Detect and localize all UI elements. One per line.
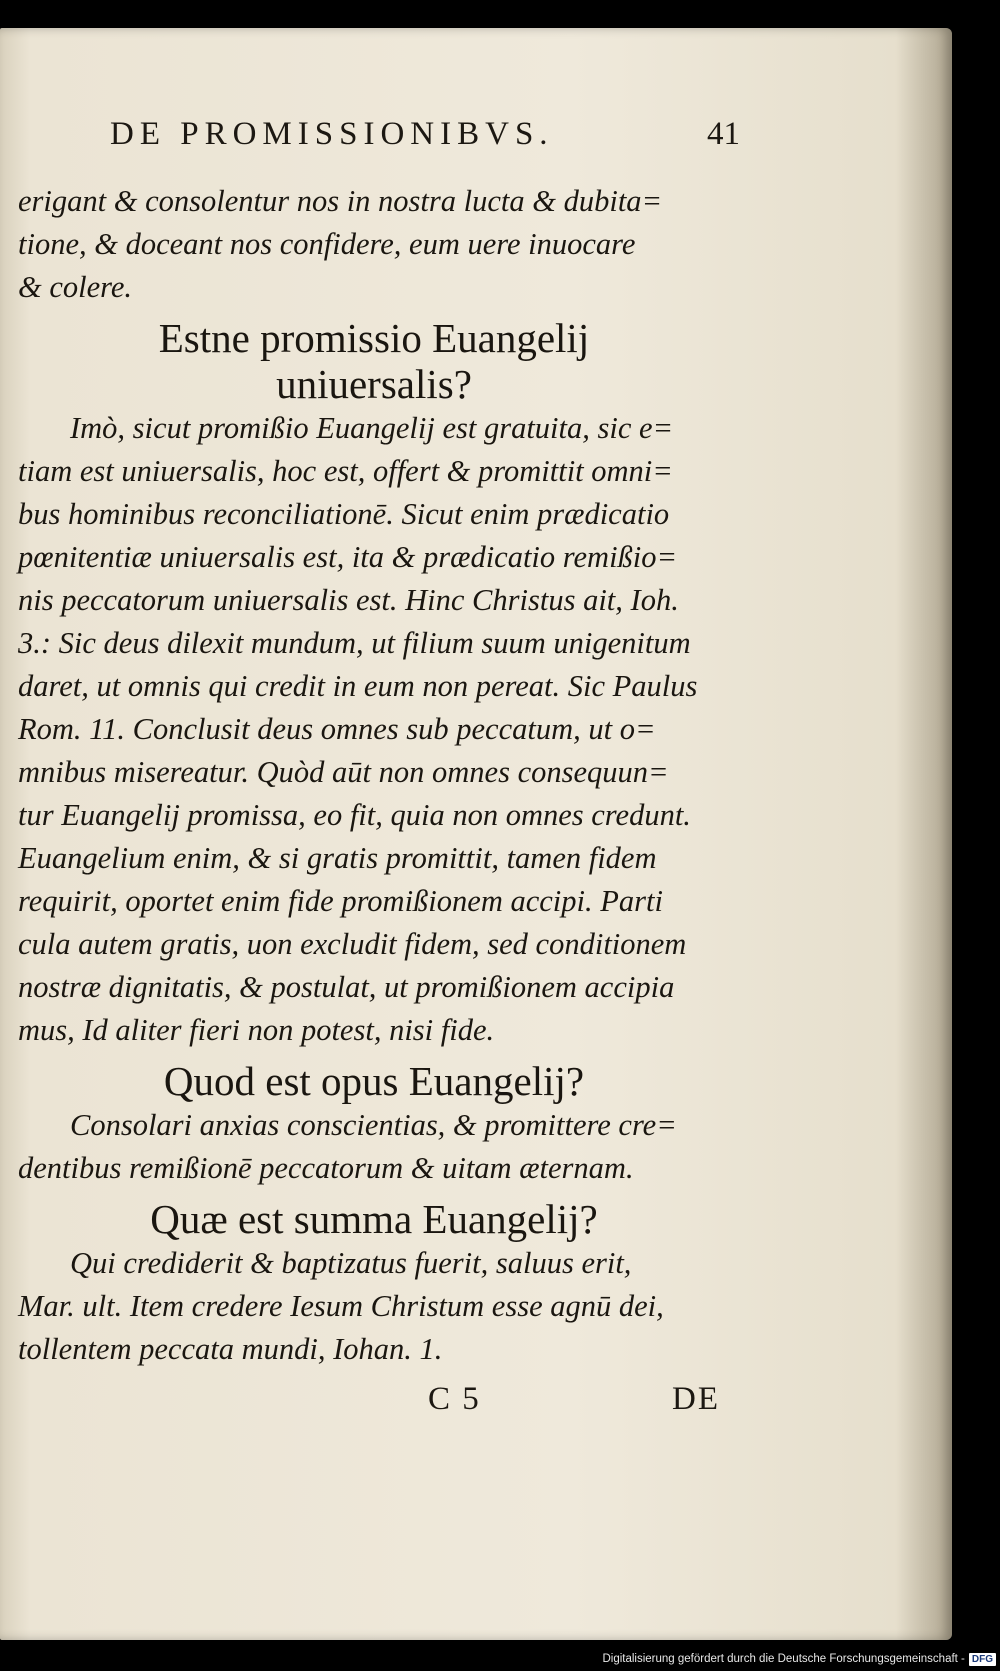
credit-text: Digitalisierung gefördert durch die Deutsche Forschungsgemeinschaft -	[602, 1653, 965, 1665]
section-heading: uniuersalis?	[276, 361, 472, 407]
running-title: DE PROMISSIONIBVS.	[110, 116, 554, 152]
page-number: 41	[707, 116, 740, 152]
text-line: 3.: Sic deus dilexit mundum, ut filium suum unigenitum	[18, 626, 691, 660]
page-header	[110, 116, 740, 164]
text-line: Consolari anxias conscientias, & promittere cre=	[70, 1108, 677, 1142]
text-line: Qui crediderit & baptizatus fuerit, saluus erit,	[70, 1246, 632, 1280]
text-line: tollentem peccata mundi, Iohan. 1.	[18, 1332, 443, 1366]
digitization-credit	[560, 1648, 996, 1670]
text-line: Euangelium enim, & si gratis promittit, tamen fidem	[18, 841, 657, 875]
text-line: nostræ dignitatis, & postulat, ut promißionem accipia	[18, 970, 675, 1004]
text-line: nis peccatorum uniuersalis est. Hinc Christus ait, Ioh.	[18, 583, 679, 617]
text-line: erigant & consolentur nos in nostra lucta & dubita=	[18, 184, 663, 218]
text-line: mnibus misereatur. Quòd aūt non omnes consequun=	[18, 755, 669, 789]
text-line: tione, & doceant nos confidere, eum uere inuocare	[18, 227, 636, 261]
page-footer	[0, 1381, 952, 1431]
text-line: tiam est uniuersalis, hoc est, offert & promittit omni=	[18, 454, 673, 488]
text-line: Mar. ult. Item credere Iesum Christum esse agnū dei,	[18, 1289, 664, 1323]
body-text	[18, 180, 730, 1371]
section-heading: Quæ est summa Euangelij?	[150, 1196, 598, 1242]
text-line: requirit, oportet enim fide promißionem accipi. Parti	[18, 884, 663, 918]
dfg-logo-icon: DFG	[969, 1653, 996, 1666]
catchword: DE	[672, 1381, 720, 1417]
book-page	[0, 28, 952, 1640]
text-line: bus hominibus reconciliationē. Sicut enim prædicatio	[18, 497, 670, 531]
text-line: pœnitentiæ uniuersalis est, ita & prædicatio remißio=	[18, 540, 678, 574]
text-line: Rom. 11. Conclusit deus omnes sub peccatum, ut o=	[18, 712, 656, 746]
section-heading: Estne promissio Euangelij	[158, 315, 590, 361]
text-line: Imò, sicut promißio Euangelij est gratuita, sic e=	[70, 411, 674, 445]
text-line: daret, ut omnis qui credit in eum non pereat. Sic Paulus	[18, 669, 698, 703]
section-heading: Quod est opus Euangelij?	[163, 1058, 585, 1104]
text-line: dentibus remißionē peccatorum & uitam æternam.	[18, 1151, 634, 1185]
text-line: mus, Id aliter fieri non potest, nisi fide.	[18, 1013, 495, 1047]
text-line: & colere.	[18, 270, 133, 304]
text-line: cula autem gratis, uon excludit fidem, sed conditionem	[18, 927, 687, 961]
signature-mark: C 5	[428, 1381, 481, 1417]
text-line: tur Euangelij promissa, eo fit, quia non omnes credunt.	[18, 798, 691, 832]
